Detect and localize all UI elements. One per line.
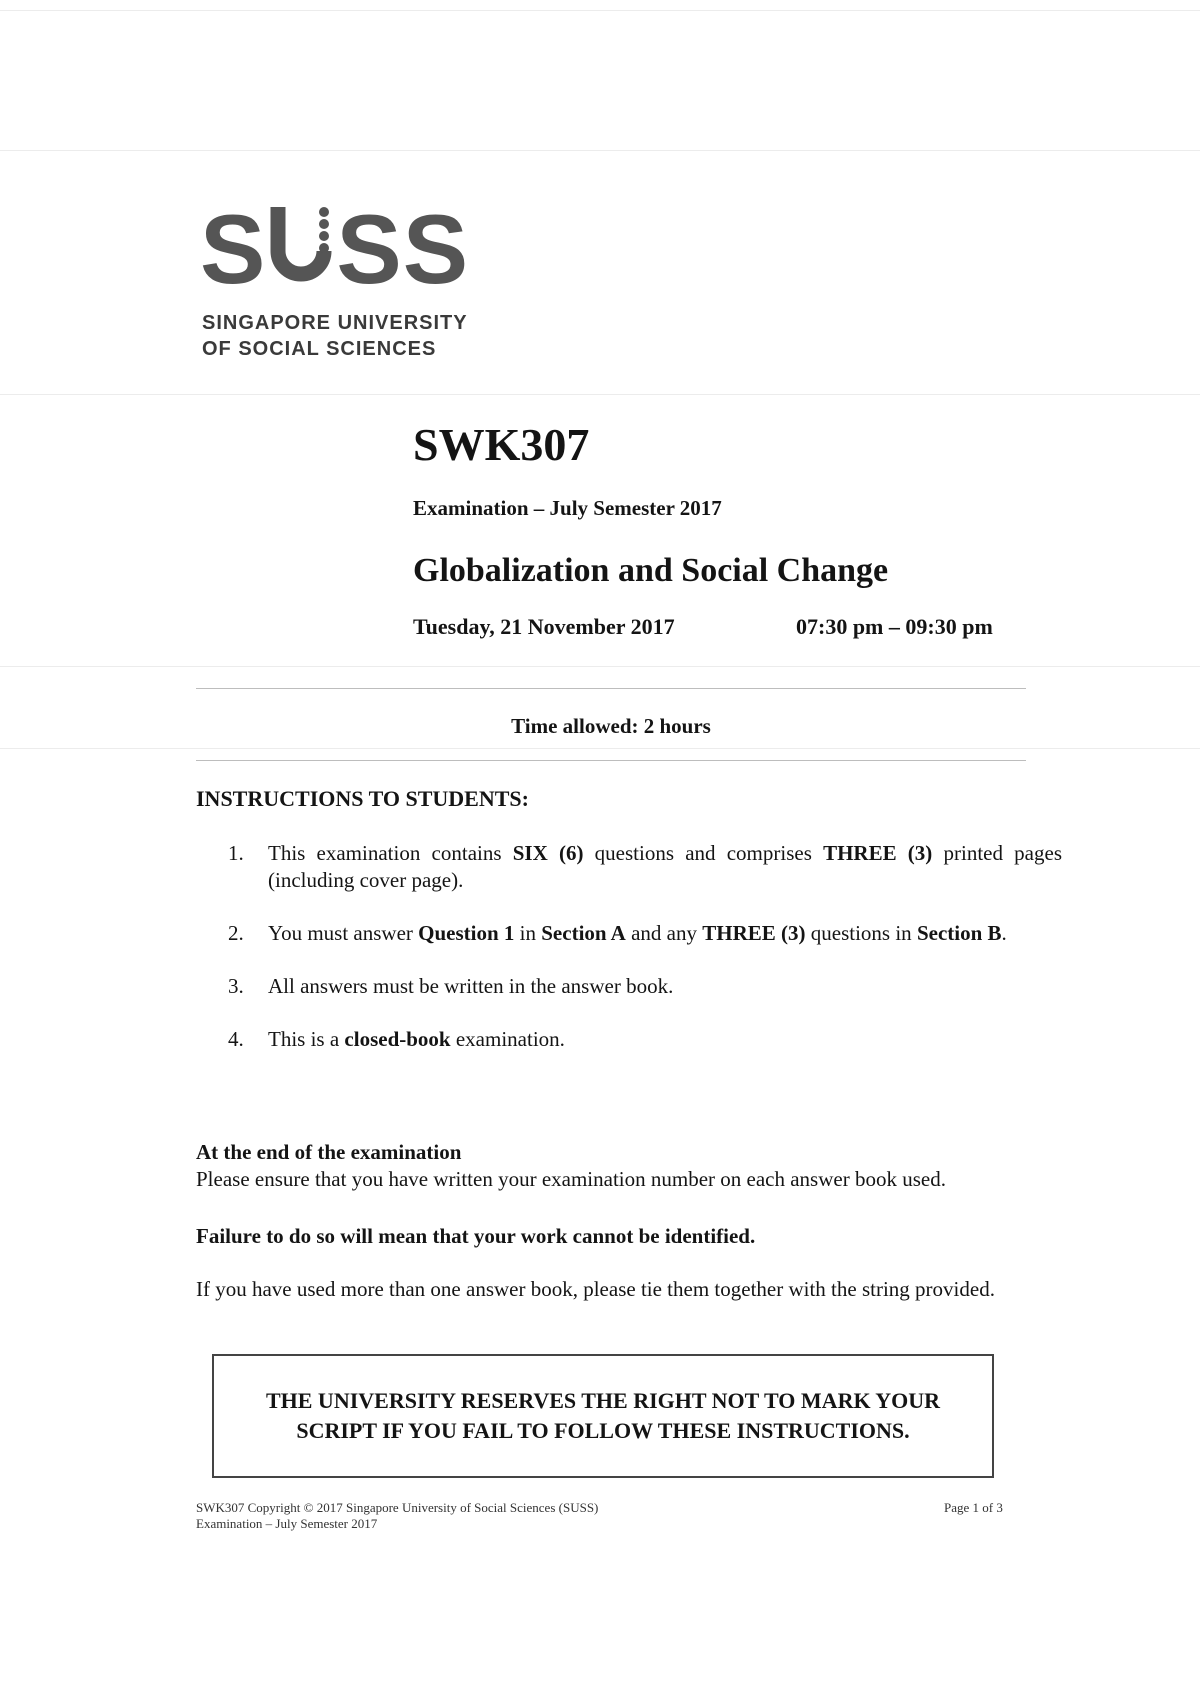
instruction-text: This examination contains SIX (6) questions and comprises THREE (3) printed pages (including cover page). bbox=[268, 841, 1062, 892]
instruction-item bbox=[228, 920, 1062, 947]
instruction-number: 2. bbox=[228, 921, 244, 945]
scan-artifact-line bbox=[0, 748, 1200, 749]
footer-copyright bbox=[196, 1500, 598, 1532]
instruction-number: 1. bbox=[228, 841, 244, 865]
instruction-text: This is a closed-book examination. bbox=[268, 1027, 565, 1051]
exam-date: Tuesday, 21 November 2017 bbox=[413, 614, 675, 639]
instruction-item bbox=[228, 1026, 1062, 1053]
instruction-item bbox=[228, 973, 1062, 1000]
instruction-number: 3. bbox=[228, 974, 244, 998]
end-of-exam-text: Please ensure that you have written your examination number on each answer book used. bbox=[196, 1167, 946, 1191]
divider bbox=[196, 760, 1026, 761]
instructions-heading: INSTRUCTIONS TO STUDENTS: bbox=[196, 786, 529, 811]
logo-line-2: OF SOCIAL SCIENCES bbox=[202, 338, 437, 360]
instruction-item bbox=[228, 840, 1062, 894]
scan-edge-line bbox=[0, 10, 1200, 11]
logo-letter: S bbox=[200, 194, 267, 304]
course-code: SWK307 bbox=[413, 419, 590, 470]
exam-time: 07:30 pm – 09:30 pm bbox=[796, 614, 993, 639]
end-of-exam-heading: At the end of the examination bbox=[196, 1140, 462, 1164]
instruction-text: You must answer Question 1 in Section A and any THREE (3) questions in Section B. bbox=[268, 921, 1007, 945]
logo-line-1: SINGAPORE UNIVERSITY bbox=[202, 312, 468, 334]
scan-artifact-line bbox=[0, 666, 1200, 667]
logo-dotted-u-icon bbox=[268, 207, 334, 283]
logo-wordmark bbox=[200, 194, 470, 304]
warning-box bbox=[212, 1354, 994, 1478]
logo-letters: SS bbox=[336, 194, 470, 304]
instruction-number: 4. bbox=[228, 1027, 244, 1051]
course-title: Globalization and Social Change bbox=[413, 552, 889, 589]
instruction-text: All answers must be written in the answer book. bbox=[268, 974, 674, 998]
footer-copyright-line: SWK307 Copyright © 2017 Singapore University of Social Sciences (SUSS) bbox=[196, 1500, 599, 1515]
page-number: Page 1 of 3 bbox=[944, 1500, 1003, 1515]
scan-artifact-line bbox=[0, 150, 1200, 151]
footer-term-line: Examination – July Semester 2017 bbox=[196, 1516, 378, 1531]
university-logo bbox=[200, 194, 500, 370]
scan-artifact-line bbox=[0, 394, 1200, 395]
exam-term: Examination – July Semester 2017 bbox=[413, 496, 722, 520]
warning-text bbox=[233, 1386, 973, 1446]
divider bbox=[196, 688, 1026, 689]
instructions-list bbox=[228, 840, 1062, 1079]
answer-book-note: If you have used more than one answer book, please tie them together with the string provided. bbox=[196, 1277, 995, 1301]
warning-line-1: THE UNIVERSITY RESERVES THE RIGHT NOT TO MARK YOUR bbox=[265, 1388, 941, 1413]
time-allowed: Time allowed: 2 hours bbox=[511, 714, 711, 738]
failure-notice: Failure to do so will mean that your work cannot be identified. bbox=[196, 1224, 756, 1248]
warning-line-2: SCRIPT IF YOU FAIL TO FOLLOW THESE INSTRUCTIONS. bbox=[296, 1418, 910, 1443]
